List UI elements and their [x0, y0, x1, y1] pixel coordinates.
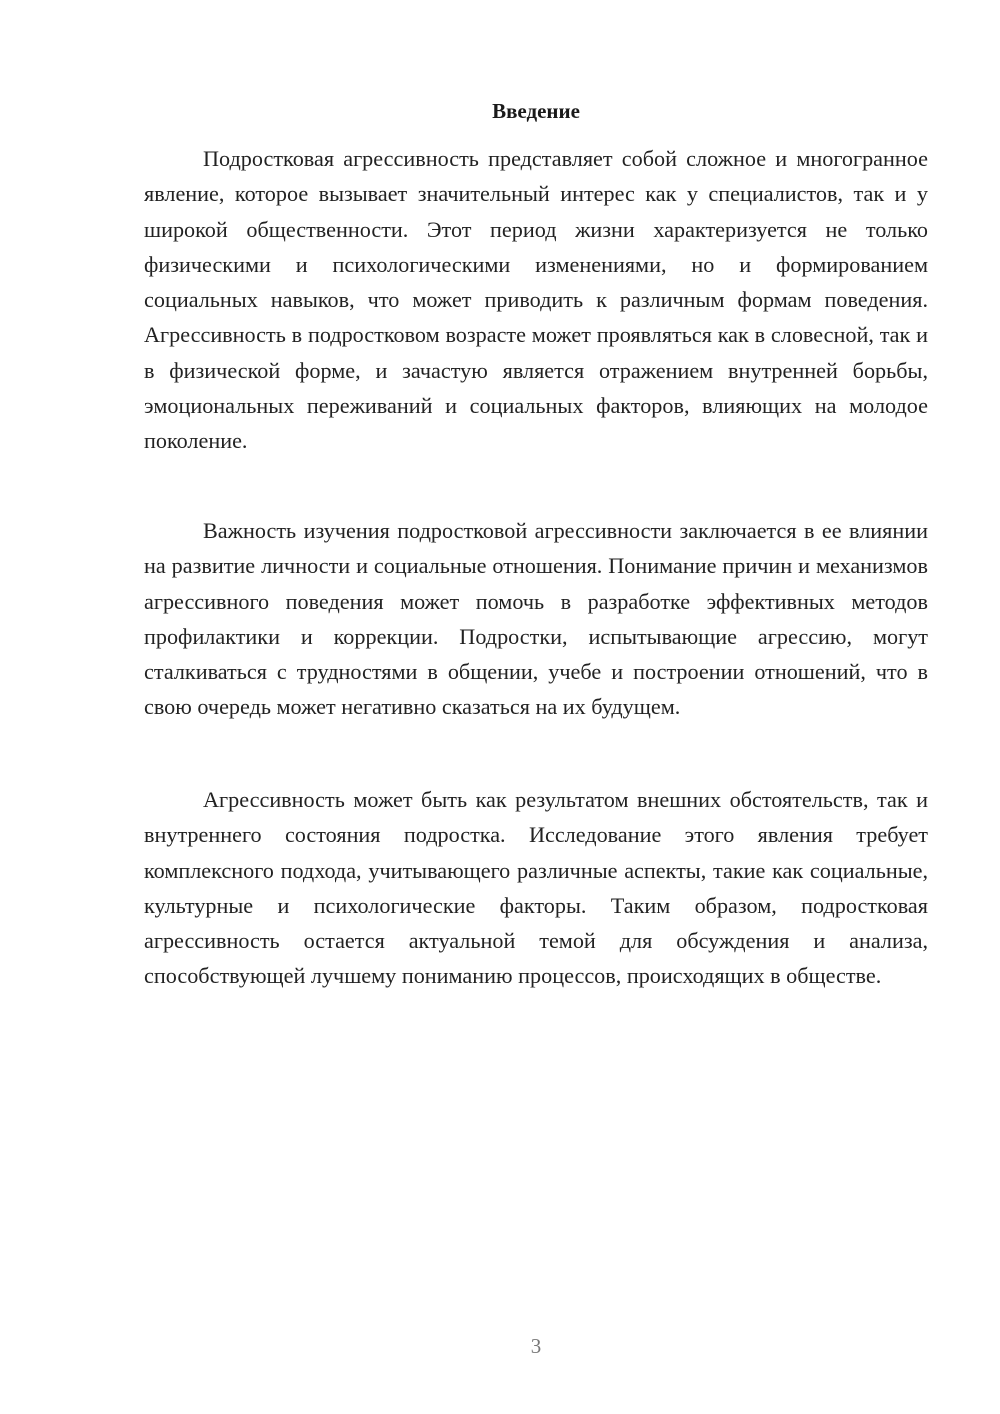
- paragraph-2: Важность изучения подростковой агрессивности заключается в ее влиянии на развитие личности и социальные отношения. Понимание причин и механизмов агрессивного поведения может помочь в разработке эффективных методов профилактики и коррекции. Подростки, испытывающие агрессию, могут сталкиваться с трудностями в общении, учебе и построении отношений, что в свою очередь может негативно сказаться на их будущем.: [144, 518, 928, 720]
- paragraph-1: Подростковая агрессивность представляет собой сложное и многогранное явление, которое вызывает значительный интерес как у специалистов, так и у широкой общественности. Этот период жизни характеризуется не только физическими и психологическими изменениями, но и формированием социальных навыков, что может приводить к различным формам поведения. Агрессивность в подростковом возрасте может проявляться как в словесной, так и в физической форме, и зачастую является отражением внутренней борьбы, эмоциональных переживаний и социальных факторов, влияющих на молодое поколение.: [144, 146, 928, 454]
- page-number: 3: [530, 1334, 542, 1358]
- section-title: Введение: [492, 99, 580, 123]
- paragraph-3: Агрессивность может быть как результатом внешних обстоятельств, так и внутреннего состояния подростка. Исследование этого явления требует комплексного подхода, учитывающего различные аспекты, такие как социальные, культурные и психологические факторы. Таким образом, подростковая агрессивность остается актуальной темой для обсуждения и анализа, способствующей лучшему пониманию процессов, происходящих в обществе.: [144, 787, 928, 989]
